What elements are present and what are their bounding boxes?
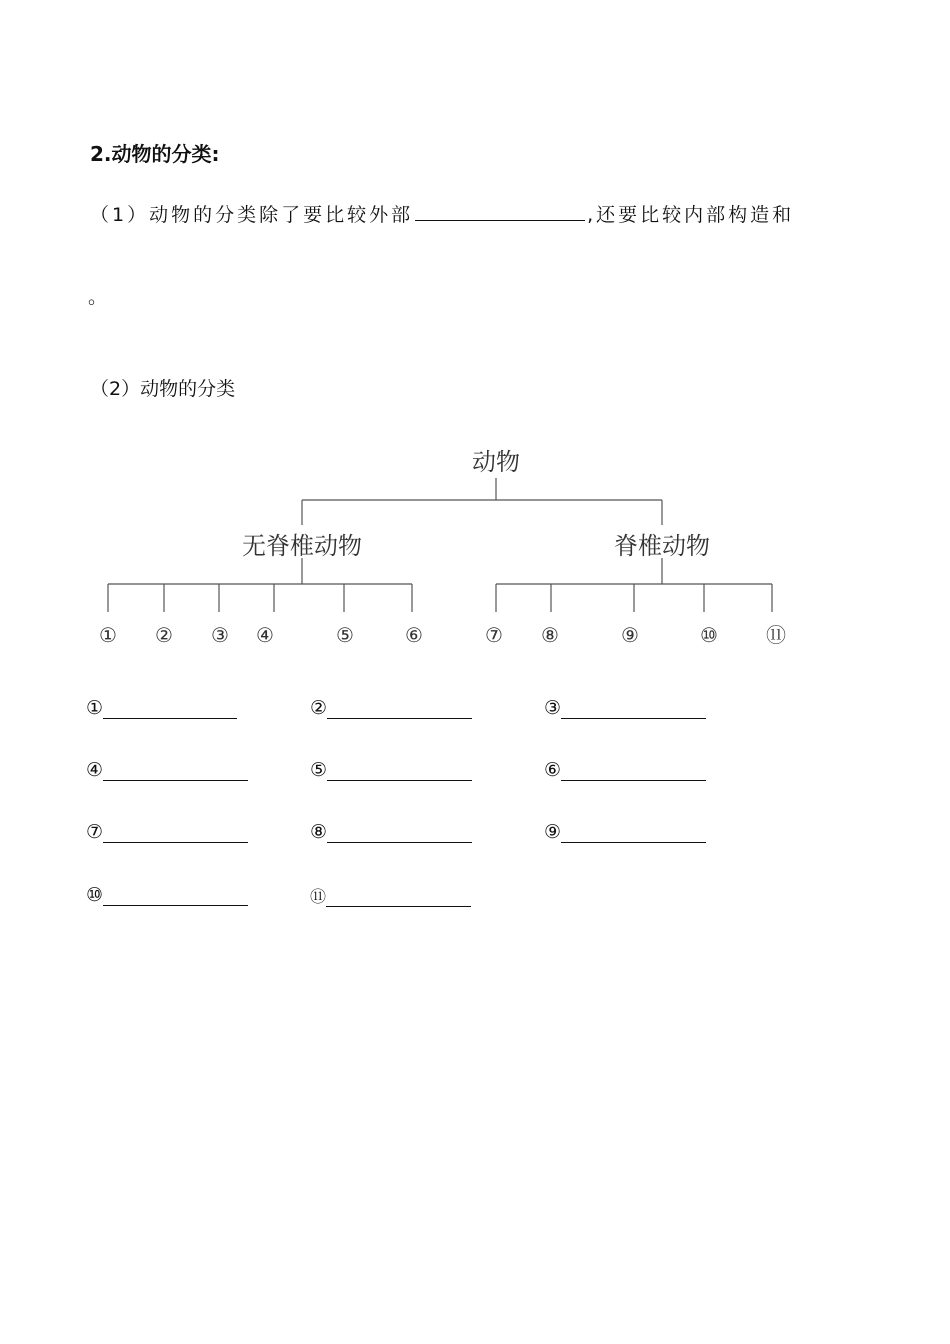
answer-row xyxy=(86,759,248,781)
answer-label: ⑧ xyxy=(310,821,328,843)
tree-leaf-6: ⑥ xyxy=(405,623,423,647)
tree-leaf-1: ① xyxy=(99,623,117,647)
answer-label: ② xyxy=(310,697,328,719)
answer-blank[interactable] xyxy=(327,760,472,781)
question-2-label: （2）动物的分类 xyxy=(90,378,236,400)
answer-blank[interactable] xyxy=(103,885,248,906)
answer-blank[interactable] xyxy=(561,760,706,781)
tree-leaf-5: ⑤ xyxy=(336,623,354,647)
tree-vertebrate: 脊椎动物 xyxy=(614,532,710,560)
tree-leaf-2: ② xyxy=(155,623,173,647)
answer-label: ⑪ xyxy=(310,887,327,906)
tree-leaves xyxy=(99,623,786,647)
answer-blank[interactable] xyxy=(561,822,706,843)
tree-leaf-10: ⑩ xyxy=(700,623,718,647)
question-1-blank[interactable] xyxy=(415,202,585,221)
tree-leaf-4: ④ xyxy=(256,623,274,647)
question-1-end: 。 xyxy=(88,286,108,308)
answer-blank[interactable] xyxy=(327,698,472,719)
answer-row xyxy=(544,697,706,719)
answer-label: ③ xyxy=(544,697,562,719)
answer-blank[interactable] xyxy=(103,760,248,781)
tree-invertebrate: 无脊椎动物 xyxy=(242,532,362,560)
answer-row xyxy=(310,759,472,781)
answer-label: ④ xyxy=(86,759,104,781)
tree-leaf-7: ⑦ xyxy=(485,623,503,647)
answer-row xyxy=(310,884,471,907)
answer-row xyxy=(86,697,237,719)
answer-blank[interactable] xyxy=(326,886,471,907)
question-1 xyxy=(90,200,794,227)
answer-blank[interactable] xyxy=(327,822,472,843)
answer-label: ⑨ xyxy=(544,821,562,843)
tree-leaf-8: ⑧ xyxy=(541,623,559,647)
answer-row xyxy=(310,821,472,843)
answer-label: ⑩ xyxy=(86,884,104,906)
answer-row xyxy=(86,821,248,843)
tree-root: 动物 xyxy=(472,448,520,476)
answer-blank[interactable] xyxy=(103,822,248,843)
answer-blank[interactable] xyxy=(103,698,237,719)
answer-label: ⑤ xyxy=(310,759,328,781)
question-1-suffix: ,还要比较内部构造和 xyxy=(587,204,795,226)
answer-row xyxy=(86,884,248,906)
section-heading: 2.动物的分类: xyxy=(90,142,220,166)
answer-label: ⑦ xyxy=(86,821,104,843)
answer-label: ⑥ xyxy=(544,759,562,781)
answer-row xyxy=(310,697,472,719)
classification-tree xyxy=(0,430,950,670)
tree-leaf-11: ⑪ xyxy=(766,623,786,647)
answer-row xyxy=(544,759,706,781)
tree-leaf-3: ③ xyxy=(211,623,229,647)
answer-label: ① xyxy=(86,697,104,719)
answer-row xyxy=(544,821,706,843)
question-1-prefix: （1）动物的分类除了要比较外部 xyxy=(90,204,414,226)
answer-blank[interactable] xyxy=(561,698,706,719)
tree-leaf-9: ⑨ xyxy=(621,623,639,647)
